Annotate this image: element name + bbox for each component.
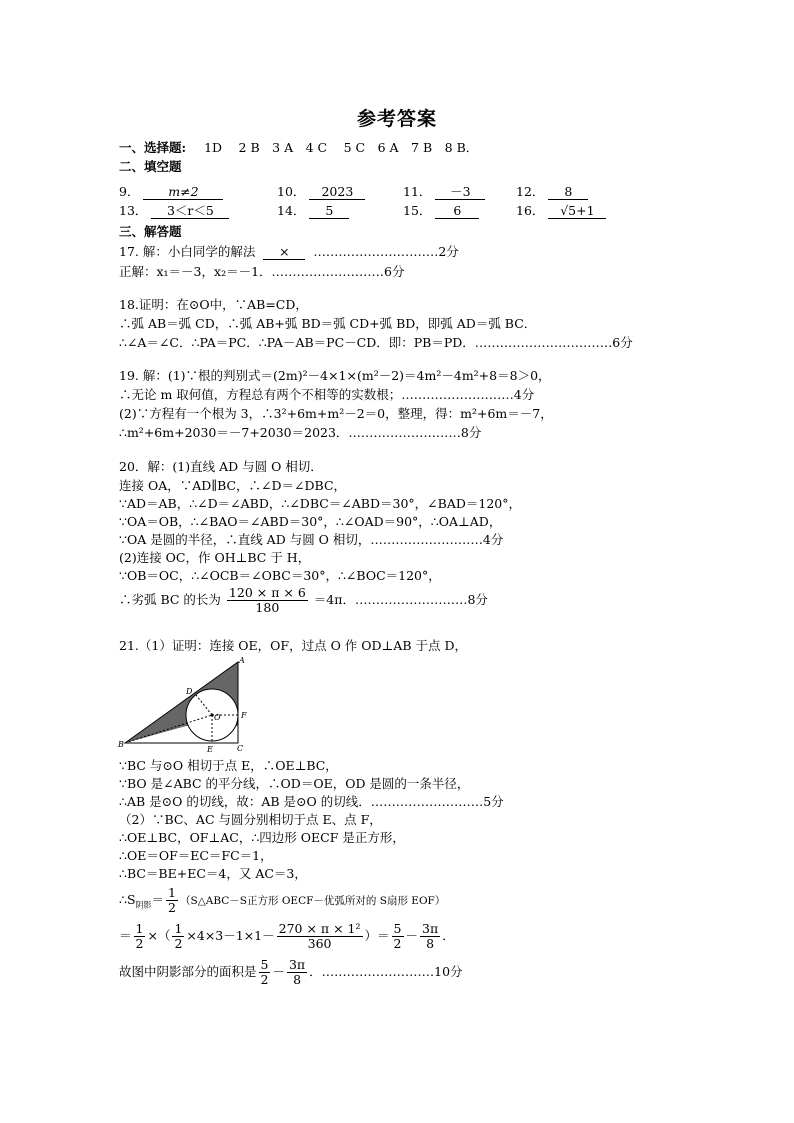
geometry-figure [116, 654, 256, 754]
fill-num: 14． [277, 203, 306, 218]
expression-text: ×（ [147, 928, 171, 943]
section-choice [119, 139, 478, 157]
fill-item-10 [277, 182, 365, 200]
three-pi-eighths [287, 958, 307, 987]
fill-item-13 [119, 201, 229, 219]
q20-line-5: ∵OA 是圆的半径，∴直线 AD 与圆 O 相切，………………………4分 [119, 532, 504, 547]
fill-item-9 [119, 182, 223, 200]
fill-answer: 5 [309, 204, 349, 219]
fill-num: 16． [516, 203, 545, 218]
fraction-numerator: 270 × π × 1² [278, 921, 361, 936]
expression-text: ）＝ [364, 928, 390, 943]
q21-line-8: ∴BC＝BE+EC＝4，又 AC＝3， [119, 866, 307, 881]
q21-line-2: ∵BC 与⊙O 相切于点 E，∴OE⊥BC， [119, 758, 338, 773]
fraction-denominator: 2 [174, 936, 183, 951]
q21-line-9 [119, 884, 445, 917]
q20-arc-text: ∴劣弧 BC 的长为 [119, 592, 221, 607]
fraction-denominator: 2 [168, 900, 176, 915]
minus-sign: － [272, 964, 285, 979]
q21-line-3: ∵BO 是∠ABC 的平分线，∴OD＝OE，OD 是圆的一条半径， [119, 776, 470, 791]
fill-answer: 6 [435, 204, 479, 219]
q20-line-1: 20．解：(1)直线 AD 与圆 O 相切． [119, 459, 323, 474]
section-fill-heading: 二、填空题 [119, 159, 182, 174]
fill-answer: 3＜r＜5 [151, 204, 229, 219]
label-c: C [237, 744, 244, 753]
fraction-numerator: 3π [288, 957, 306, 972]
fill-num: 10． [277, 184, 306, 199]
fill-answer: 8 [548, 185, 588, 200]
fraction-denominator: 8 [293, 972, 302, 987]
fraction-numerator: 5 [393, 921, 402, 936]
area-expression: （S△ABC－S正方形 OECF－优弧所对的 S扇形 EOF） [180, 895, 446, 907]
equals-sign: ＝ [119, 928, 132, 943]
fill-num: 11． [403, 184, 432, 199]
q20-line-6: (2)连接 OC，作 OH⊥BC 于 H， [119, 550, 311, 565]
q17-score: …………………………2分 [313, 244, 459, 259]
area-symbol: ∴S [119, 892, 136, 907]
fraction-numerator: 1 [135, 921, 144, 936]
half-fraction [166, 886, 178, 915]
fill-num: 15． [403, 203, 432, 218]
fraction-denominator: 2 [135, 936, 144, 951]
q18-line-2: ∴弧 AB＝弧 CD，∴弧 AB+弧 BD＝弧 CD+弧 BD，即弧 AD＝弧 BC． [119, 316, 537, 331]
fill-num: 13． [119, 203, 148, 218]
q17-blank: × [263, 245, 305, 260]
q19-line-3: (2)∵方程有一个根为 3，∴3²+6m+m²－2＝0，整理，得：m²+6m＝－7， [119, 406, 553, 421]
fraction-denominator: 2 [393, 936, 402, 951]
fill-num: 9． [119, 184, 140, 199]
equals-sign: ＝ [151, 892, 165, 907]
q21-line-6: ∴OE⊥BC，OF⊥AC，∴四边形 OECF 是正方形， [119, 830, 405, 845]
fill-answer: m≠2 [143, 185, 223, 200]
q19-line-1: 19. 解：(1)∵根的判别式＝(2m)²－4×1×(m²－2)＝4m²－4m²+8＝8＞0， [119, 368, 551, 383]
q20-line-8 [119, 586, 488, 615]
page-title: 参考答案 [356, 108, 437, 130]
three-pi-eighths [420, 922, 440, 951]
label-b: B [118, 740, 124, 749]
period: ． [442, 928, 455, 943]
q19-line-2: ∴无论 m 取何值，方程总有两个不相等的实数根；………………………4分 [119, 387, 535, 402]
q18-line-3: ∴∠A＝∠C．∴PA＝PC．∴PA－AB＝PC－CD．即：PB＝PD．……………………………6分 [119, 335, 633, 350]
label-o: O [214, 713, 221, 722]
fraction-numerator: 3π [422, 921, 439, 936]
q18-line-1: 18.证明：在⊙O中，∵AB=CD， [119, 297, 308, 312]
q19-line-4: ∴m²+6m+2030＝－7+2030＝2023．………………………8分 [119, 425, 482, 440]
q17-line-1 [119, 243, 459, 261]
fill-answer: 2023 [309, 185, 365, 200]
fraction-denominator: 360 [307, 936, 332, 951]
fill-item-12 [516, 182, 588, 200]
q20-arc-fraction [227, 586, 308, 615]
fraction-numerator: 5 [260, 957, 269, 972]
q20-line-2: 连接 OA，∵AD∥BC，∴∠D＝∠DBC， [119, 478, 347, 493]
fraction-denominator: 2 [260, 972, 269, 987]
fill-item-15 [403, 201, 479, 219]
fill-item-11 [403, 182, 485, 200]
q21-line-5: （2）∵BC、AC 与圆分别相切于点 E、点 F， [119, 812, 382, 827]
conclusion-text: 故图中阴影部分的面积是 [119, 964, 257, 979]
q21-line-4: ∴AB 是⊙O 的切线，故：AB 是⊙O 的切线．………………………5分 [119, 794, 504, 809]
q17-line-2: 正解：x₁＝－3，x₂＝－1．………………………6分 [119, 264, 405, 279]
minus-sign: － [405, 928, 419, 943]
fill-item-14 [277, 201, 349, 219]
fraction-numerator: 120 × π × 6 [228, 585, 306, 600]
fill-item-16 [516, 201, 606, 219]
label-a: A [239, 656, 245, 665]
label-d: D [186, 687, 193, 696]
q17-text: 17. 解：小白同学的解法 [119, 244, 256, 259]
q21-line-10 [119, 920, 455, 952]
sector-fraction [277, 922, 363, 951]
q21-line-1: 21.（1）证明：连接 OE，OF，过点 O 作 OD⊥AB 于点 D， [119, 638, 467, 653]
q20-arc-result: ＝4π．………………………8分 [313, 592, 488, 607]
half-fraction [134, 922, 146, 951]
q21-line-7: ∴OE＝OF＝EC＝FC＝1， [119, 848, 273, 863]
q20-line-3: ∵AD＝AB，∴∠D＝∠ABD，∴∠DBC＝∠ABD＝30°，∠BAD＝120°， [119, 496, 521, 511]
fraction-numerator: 1 [168, 885, 176, 900]
q21-line-11 [119, 956, 463, 988]
q20-line-4: ∵OA＝OB，∴∠BAO＝∠ABD＝30°，∴∠OAD＝90°，∴OA⊥AD， [119, 514, 502, 529]
fraction-denominator: 8 [426, 936, 435, 951]
area-subscript: 阴影 [135, 900, 152, 910]
five-halves [392, 922, 404, 951]
label-e: E [207, 745, 213, 754]
fill-num: 12． [516, 184, 545, 199]
expression-text: ×4×3－1×1－ [186, 928, 275, 943]
fill-answer: －3 [435, 185, 485, 200]
fill-answer: √5+1 [548, 204, 606, 219]
section-choice-heading: 一、选择题: [119, 140, 187, 155]
conclusion-score: ．………………………10分 [309, 964, 463, 979]
fraction-denominator: 180 [255, 600, 280, 615]
five-halves [259, 958, 271, 987]
choice-answers: 1D 2 B 3 A 4 C 5 C 6 A 7 B 8 B． [204, 140, 479, 155]
section-solve-heading: 三、解答题 [119, 224, 182, 239]
q20-line-7: ∵OB＝OC，∴∠OCB＝∠OBC＝30°，∴∠BOC＝120°， [119, 568, 441, 583]
half-fraction [172, 922, 184, 951]
fraction-numerator: 1 [174, 921, 183, 936]
label-f: F [241, 711, 247, 720]
